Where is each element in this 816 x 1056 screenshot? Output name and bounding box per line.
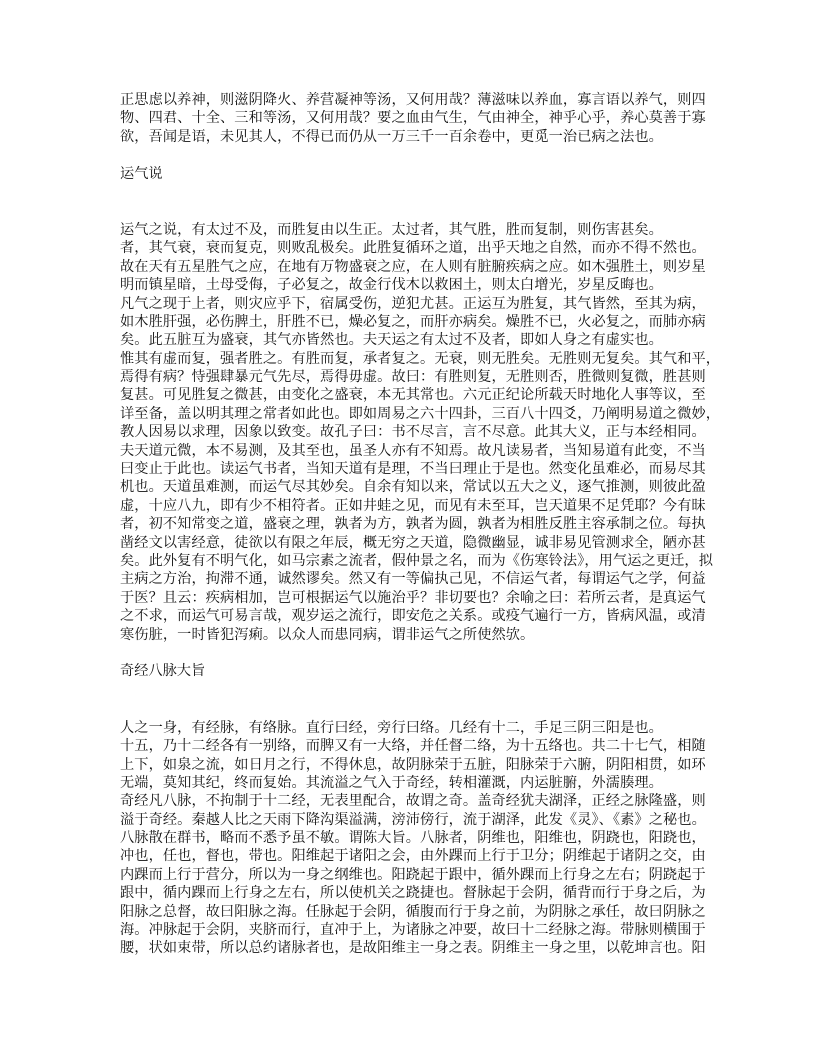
text-line: 物、四君、十全、三和等汤，又何用哉？要之血由气生，气由神全，神乎心乎，养心莫善于寡: [120, 110, 706, 127]
text-line: 无端，莫知其纪，终而复始。其流溢之气入于奇经，转相灌溉，内运脏腑，外濡腠理。: [120, 774, 663, 791]
text-line: 欲，吾闻是语，未见其人，不得已而仍从一万三千一百余卷中，更觅一治已病之法也。: [120, 128, 663, 145]
section-heading-yunqi: 运气说: [120, 165, 163, 182]
text-line: 主病之方治，拘滞不通，诚然谬矣。然又有一等偏执己见，不信运气者，每谓运气之学，何益: [120, 571, 706, 588]
document-page: [120, 91, 721, 958]
text-line: 人之一身，有经脉，有络脉。直行曰经，旁行曰络。几经有十二，手足三阴三阳是也。: [120, 719, 663, 736]
text-line: 正思虑以养神，则滋阴降火、养营凝神等汤，又何用哉？薄滋味以养血，寡言语以养气，则四: [120, 92, 706, 108]
text-line: 焉得有病？恃强肆暴元气先尽，焉得毋虚。故曰：有胜则复，无胜则否，胜微则复微，胜甚则: [120, 369, 706, 386]
text-line: 海。冲脉起于会阴，夹脐而行，直冲于上，为诸脉之冲要，故曰十二经脉之海。带脉则横围于: [120, 922, 706, 939]
text-line: 曰变止于此也。读运气书者，当知天道有是理，不当曰理止于是也。然变化虽难必，而易尽其: [120, 461, 706, 478]
intro-paragraph: [120, 91, 704, 146]
text-line: 内踝而上行于营分，所以为一身之纲维也。阳跷起于跟中，循外踝而上行身之左右；阴跷起于: [120, 866, 706, 883]
text-line: 复甚。可见胜复之微甚，由变化之盛衰，本无其常也。六元正纪论所载天时地化人事等议，至: [120, 387, 706, 404]
section-body-yunqi: [120, 221, 721, 644]
text-line: 明而镇星暗，土母受侮，子必复之，故金行伐木以救困土，则太白增光，岁星反晦也。: [120, 277, 663, 294]
text-line: 惟其有虚而复，强者胜之。有胜而复，承者复之。无衰，则无胜矣。无胜则无复矣。其气和平，: [120, 350, 721, 367]
text-line: 上下，如泉之流，如日月之行，不得休息，故阴脉荣于五脏，阳脉荣于六腑，阴阳相贯，如环: [120, 756, 706, 773]
section-body-qijing: [120, 719, 704, 958]
text-line: 腰，状如束带，所以总约诸脉者也，是故阳维主一身之表。阴维主一身之里，以乾坤言也。阳: [120, 940, 706, 957]
text-line: 溢于奇经。秦越人比之天雨下降沟渠溢满，滂沛傍行，流于湖泽，此发《灵》、《素》之秘也。: [120, 811, 706, 828]
text-line: 凿经文以害经意，徒欲以有限之年辰，概无穷之天道，隐微幽显，诚非易见管测求全，陋亦甚: [120, 534, 706, 551]
text-line: 于医？且云：疾病相加，岂可根据运气以施治乎？非切要也？余喻之曰：若所云者，是真运气: [120, 589, 706, 606]
text-line: 凡气之现于上者，则灾应乎下，宿属受伤，逆犯尤甚。正运互为胜复，其气皆然，至其为病，: [120, 295, 706, 312]
text-line: 虚，十应八九，即有少不相符者。正如井蛙之见，而见有未至耳，岂天道果不足凭耶？今有昧: [120, 497, 706, 514]
text-line: 矣。此五脏互为盛衰，其气亦皆然也。夫天运之有太过不及者，即如人身之有虚实也。: [120, 332, 663, 349]
text-line: 阳脉之总督，故曰阳脉之海。任脉起于会阴，循腹而行于身之前，为阴脉之承任，故曰阴脉之: [120, 903, 706, 920]
text-line: 夫天道元微，本不易测，及其至也，虽圣人亦有不知焉。故凡读易者，当知易道有此变，不当: [120, 442, 706, 459]
text-line: 详至备，盖以明其理之常者如此也。即如周易之六十四卦，三百八十四爻，乃阐明易道之微妙，: [120, 405, 721, 422]
text-line: 教人因易以求理，因象以致变。故孔子曰：书不尽言，言不尽意。此其大义，正与本经相同。: [120, 424, 706, 441]
text-line: 十五，乃十二经各有一别络，而脾又有一大络，并任督二络，为十五络也。共二十七气，相随: [120, 738, 706, 755]
text-line: 八脉散在群书，略而不悉予虽不敏。谓陈大旨。八脉者，阴维也，阳维也，阴跷也，阳跷也，: [120, 830, 706, 847]
text-line: 之不求，而运气可易言哉，观岁运之流行，即安危之关系。或疫气遍行一方，皆病风温，或清: [120, 608, 706, 625]
text-line: 者，其气衰，衰而复克，则败乱极矣。此胜复循环之道，出乎天地之自然，而亦不得不然也。: [120, 240, 706, 257]
text-line: 奇经凡八脉，不拘制于十二经，无表里配合，故谓之奇。盖奇经犹夫湖泽，正经之脉隆盛，则: [120, 793, 706, 810]
text-line: 矣。此外复有不明气化，如马宗素之流者，假仲景之名，而为《伤寒铃法》，用气运之更迁，拟: [120, 552, 713, 569]
text-line: 冲也，任也，督也，带也。阳维起于诸阳之会，由外踝而上行于卫分；阴维起于诸阴之交，由: [120, 848, 706, 865]
text-line: 故在天有五星胜气之应，在地有万物盛衰之应，在人则有脏腑疾病之应。如木强胜土，则岁星: [120, 258, 706, 275]
text-line: 机也。天道虽难测，而运气尽其妙矣。自余有知以来，常试以五大之义，逐气推测，则彼此盈: [120, 479, 706, 496]
section-heading-qijing: 奇经八脉大旨: [120, 663, 206, 680]
text-line: 运气之说，有太过不及，而胜复由以生正。太过者，其气胜，胜而复制，则伤害甚矣。: [120, 221, 663, 238]
text-line: 寒伤脏，一时皆犯泻痢。以众人而患同病，谓非运气之所使然欤。: [120, 626, 535, 643]
text-line: 者，初不知常变之道，盛衰之理，孰者为方，孰者为圆，孰者为相胜反胜主容承制之位。每执: [120, 516, 706, 533]
text-line: 如木胜肝强，必伤脾土，肝胜不已，燥必复之，而肝亦病矣。燥胜不已，火必复之，而肺亦病: [120, 313, 706, 330]
text-line: 跟中，循内踝而上行身之左右，所以使机关之跷捷也。督脉起于会阴，循背而行于身之后，为: [120, 885, 706, 902]
